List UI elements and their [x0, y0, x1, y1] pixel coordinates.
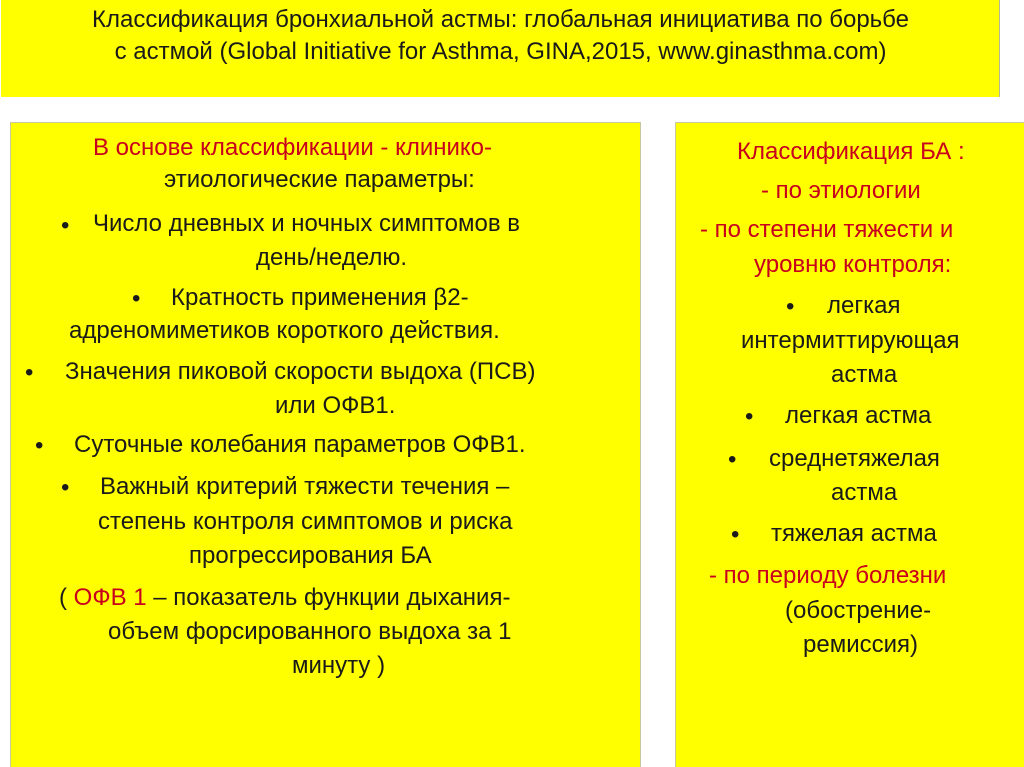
left-item-2-line-2: адреномиметиков короткого действия. — [69, 317, 500, 344]
left-item-5-line-2: степень контроля симптомов и риска — [98, 508, 513, 535]
left-item-2-line-1: Кратность применения β2- — [171, 284, 469, 311]
left-note-line-2: объем форсированного выдоха за 1 — [108, 618, 512, 645]
right-heading: Классификация БА : — [737, 138, 965, 165]
right-panel — [675, 122, 1024, 767]
left-panel — [10, 122, 641, 767]
bullet-icon: • — [745, 403, 754, 430]
bullet-icon: • — [728, 446, 737, 473]
bullet-icon: • — [786, 293, 795, 320]
bullet-icon: • — [35, 432, 44, 459]
left-item-5-line-3: прогрессирования БА — [189, 542, 432, 569]
left-note-line-3: минуту ) — [292, 652, 386, 679]
left-heading-line-1: В основе классификации - клинико- — [93, 134, 493, 161]
right-by-etiology: - по этиологии — [761, 177, 921, 204]
right-item-4-line-1: тяжелая астма — [771, 520, 937, 547]
right-period-line-2: (обострение- — [785, 597, 932, 624]
left-heading-line-2: этиологические параметры: — [164, 166, 475, 193]
left-item-3-line-1: Значения пиковой скорости выдоха (ПСВ) — [65, 358, 536, 385]
right-by-severity-line-2: уровню контроля: — [754, 251, 952, 278]
title-line-2: с астмой (Global Initiative for Asthma, GINA,2015, www.ginasthma.com) — [114, 38, 887, 65]
bullet-icon: • — [61, 474, 70, 501]
note-open: ( — [59, 584, 74, 611]
right-item-2-line-1: легкая астма — [785, 402, 932, 429]
right-item-1-line-2: интермиттирующая — [741, 327, 960, 354]
title-line-1: Классификация бронхиальной астмы: глобальная инициатива по борьбе — [91, 6, 910, 33]
note-rest: – показатель функции дыхания- — [146, 584, 511, 611]
right-by-period: - по периоду болезни — [709, 562, 947, 589]
right-period-line-3: ремиссия) — [803, 631, 918, 658]
left-item-5-line-1: Важный критерий тяжести течения – — [100, 473, 510, 500]
left-item-3-line-2: или ОФВ1. — [275, 392, 396, 419]
right-item-1-line-1: легкая — [827, 292, 901, 319]
note-term: ОФВ 1 — [73, 584, 147, 611]
bullet-icon: • — [61, 212, 70, 239]
right-item-3-line-2: астма — [831, 479, 898, 506]
bullet-icon: • — [25, 359, 34, 386]
bullet-icon: • — [132, 285, 141, 312]
right-item-1-line-3: астма — [831, 361, 898, 388]
left-item-4-line-1: Суточные колебания параметров ОФВ1. — [74, 431, 526, 458]
right-by-severity-line-1: - по степени тяжести и — [700, 216, 954, 243]
title-box — [1, 0, 1000, 97]
right-item-3-line-1: среднетяжелая — [769, 445, 940, 472]
left-note-line-1 — [59, 583, 510, 613]
left-item-1-line-1: Число дневных и ночных симптомов в — [93, 210, 521, 237]
left-item-1-line-2: день/неделю. — [256, 244, 408, 271]
bullet-icon: • — [731, 521, 740, 548]
